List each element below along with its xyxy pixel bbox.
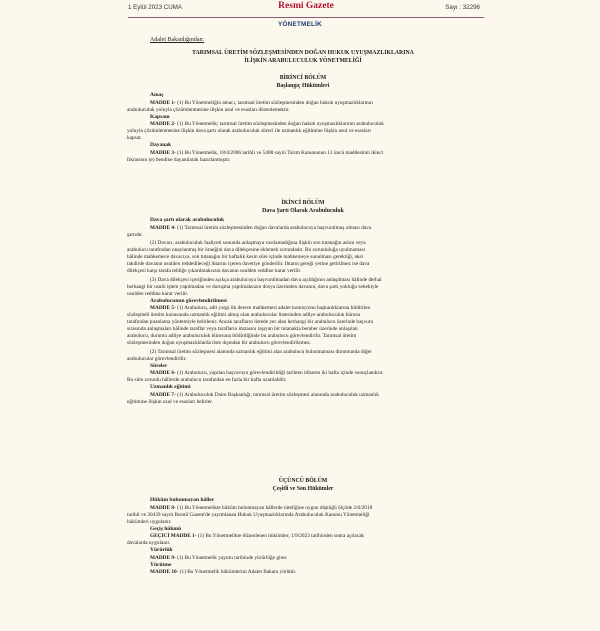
article-line: usulden reddine karar verilir. <box>127 290 189 297</box>
article-label: MADDE 7- <box>150 391 176 398</box>
gazette-header <box>128 0 484 18</box>
article-line: tarihli ve 30439 sayılı Resmî Gazete'de yayımlanan Hukuk Uyuşmazlıklarında Arabuluculuk Kanunu Yönetmeliği <box>127 511 370 518</box>
part-2 <box>127 199 479 406</box>
article-line: kapsar. <box>127 135 142 142</box>
article-label: MADDE 1- <box>150 99 176 106</box>
article-line: arabulucu tarafından onaylanmış bir örneğini dava dilekçesine eklemek zorundadır. Bu zorunluluğa uyulmaması <box>127 247 365 254</box>
article-line: dilekçesi karşı tarafa tebliğe çıkarılmaksızın davanın usulden reddine karar verilir. <box>127 268 302 275</box>
article-line: takdirde davanın usulden reddedileceği ihtarını içeren davetiye gönderilir. İhtarın gereği yerine getirilmez ise dava <box>127 261 370 268</box>
article-heading: Amaç <box>150 92 164 98</box>
ministry: Adalet Bakanlığından: <box>150 37 205 43</box>
article-line: MADDE 8- (1) Bu Yönetmelikte hüküm bulunmayan hâllerde niteliğine uygun düştüğü ölçüde 2/6/2018 <box>150 504 373 511</box>
article-line: fıkrasının (e) bendine dayanılarak hazırlanmıştır. <box>127 156 231 163</box>
part-1 <box>127 74 479 164</box>
article-label: MADDE 10- <box>150 569 179 576</box>
regulation-title <box>127 49 479 65</box>
article-line: sırasında anlaşmaları hâlinde taraflar veya tarafların imzasını taşıyan bir tutanakla beraber üzerinde anlaşılan <box>127 326 358 333</box>
part-name: Dava Şartı Olarak Arabuluculuk <box>262 208 344 214</box>
article-heading: Kapsam <box>150 113 170 120</box>
article-line: sözleşmeli üretim konusunda uzmanlık eğitimi almış olan arabulucular listesinden adliye arabuluculuk bürosu <box>127 312 361 319</box>
article-line: davalarda uygulanır. <box>127 540 171 547</box>
article-heading: Yürürlük <box>150 547 173 554</box>
article-label: GEÇİCİ MADDE 1- <box>150 533 197 540</box>
article-label: MADDE 8- <box>150 504 176 511</box>
article-label: MADDE 3- <box>150 149 176 156</box>
article-label: MADDE 2- <box>150 121 176 128</box>
regulation-title-line: İLİŞKİN ARABULUCULUK YÖNETMELİĞİ <box>244 58 362 64</box>
article-line: MADDE 6- (1) Arabulucu, yapılan başvuruyu görevlendirildiği tarihten itibaren iki hafta içinde sonuçlandırır. <box>150 370 384 377</box>
article-heading: Dayanak <box>150 142 172 149</box>
article-line: hâlinde mahkemece davacıya, son tutanağın bir haftalık kesin süre içinde mahkemeye sunulması gerektiği, aksi <box>127 254 364 261</box>
article-line: tarafından puanlama yöntemiyle belirlenir. Ancak tarafların listede yer alan herhangi bir arabulucu üzerinde başvuru <box>127 319 374 326</box>
article-line: (2) Davacı, arabuluculuk faaliyeti sonunda anlaşmaya varılamadığına ilişkin son tutanağın aslını veya <box>150 240 366 247</box>
issue-number: Sayı : 32296 <box>445 4 480 11</box>
part-name: Başlangıç Hükümleri <box>276 83 330 89</box>
article-heading: Süreler <box>150 362 168 369</box>
part-number: İKİNCİ BÖLÜM <box>281 200 325 206</box>
article-line: (2) Tarımsal üretim sözleşmesi alanında uzmanlık eğitimi alan arabulucu bulunmaması durumunda diğer <box>150 348 372 355</box>
part-3 <box>127 477 479 576</box>
article-line: MADDE 4- (1) Tarımsal üretim sözleşmesinden doğan davalarda arabulucuya başvurulmuş olması dava <box>150 224 372 231</box>
article-label: MADDE 5- <box>150 305 176 312</box>
article-line: MADDE 10- (1) Bu Yönetmelik hükümlerini Adalet Bakanı yürütür. <box>150 569 297 576</box>
article-line: Bu süre zorunlu hâllerde arabulucu tarafından en fazla bir hafta uzatılabilir. <box>127 377 287 384</box>
gazette-title: Resmi Gazete <box>278 1 334 11</box>
part-number: BİRİNCİ BÖLÜM <box>279 75 327 81</box>
article-line: MADDE 1- (1) Bu Yönetmeliğin amacı, tarımsal üretim sözleşmesinden doğan hukuk uyuşmazlıklarının <box>150 99 373 106</box>
article-label: MADDE 4- <box>150 224 176 231</box>
article-label: MADDE 9- <box>150 554 176 561</box>
regulation-title-line: TARIMSAL ÜRETİM SÖZLEŞMESİNDEN DOĞAN HUKUK UYUŞMAZLIKLARINA <box>192 50 414 56</box>
part-number: ÜÇÜNCÜ BÖLÜM <box>278 478 328 484</box>
article-line: GEÇİCİ MADDE 1- (1) Bu Yönetmelikte düzenlenen hükümler, 1/9/2023 tarihinden sonra açılacak <box>150 533 365 540</box>
article-line: arabulucular görevlendirilir. <box>127 355 187 362</box>
article-line: MADDE 9- (1) Bu Yönetmelik yayımı tarihinde yürürlüğe girer. <box>150 554 288 561</box>
article-line: yoluyla çözümlenmesine ilişkin dava şartı olarak arabuluculuk süreci ile uzmanlık eğitimine ilişkin usul ve esasları <box>127 128 371 135</box>
article-heading: Dava şartı olarak arabuluculuk <box>150 217 225 223</box>
article-heading: Yürütme <box>150 561 172 568</box>
article-heading: Geçiş hükmü <box>150 525 182 532</box>
article-line: MADDE 5- (1) Arabulucu, adli yargı ilk derece mahkemesi adalet komisyonu başkanlıklarına bildirilen <box>150 305 371 312</box>
article-line: MADDE 7- (1) Arabuluculuk Daire Başkanlığı, tarımsal üretim sözleşmesi alanında arabuluculuk uzmanlık <box>150 391 379 398</box>
section-type: YÖNETMELİK <box>278 21 322 28</box>
article-line: MADDE 3- (1) Bu Yönetmelik, 18/4/2006 tarihli ve 5488 sayılı Tarım Kanununun 13 üncü maddesinin ikinci <box>150 149 384 156</box>
article-line: herhangi bir usulü işlem yapılmadan ve duruşma yapılmaksızın dosya üzerinden davanın, dava şartı yokluğu sebebiyle <box>127 283 379 290</box>
article-line: MADDE 2- (1) Bu Yönetmelik; tarımsal üretim sözleşmesinden doğan hukuk uyuşmazlıklarının arabuluculuk <box>150 121 384 128</box>
part-name: Çeşitli ve Son Hükümler <box>272 486 334 492</box>
article-label: MADDE 6- <box>150 370 176 377</box>
article-line: arabuluculuk yoluyla çözümlenmesine ilişkin usul ve esasları düzenlemektir. <box>127 106 290 113</box>
article-line: (3) Dava dilekçesi içeriğinden açıkça arabulucuya başvurulmadan dava açıldığının anlaşılması hâlinde derhal <box>150 276 382 283</box>
article-heading: Uzmanlık eğitimi <box>150 384 191 391</box>
article-line: hükümleri uygulanır. <box>127 518 172 525</box>
issue-date: 1 Eylül 2023 CUMA <box>128 4 182 11</box>
article-line: arabulucu, durumu adliye arabuluculuk bürosuna bildirdiğinde bu arabulucu görevlendirilir. Tarımsal üretim <box>127 333 357 340</box>
article-heading: Arabulucunun görevlendirilmesi <box>150 297 227 304</box>
article-line: eğitimine ilişkin usul ve esasları belirler. <box>127 398 213 405</box>
article-line: şartıdır. <box>127 231 144 238</box>
article-heading: Hüküm bulunmayan hâller <box>150 497 215 503</box>
article-line: sözleşmesinden doğan uyuşmazlıklarda liste dışından bir arabulucu görevlendirilemez. <box>127 340 311 347</box>
